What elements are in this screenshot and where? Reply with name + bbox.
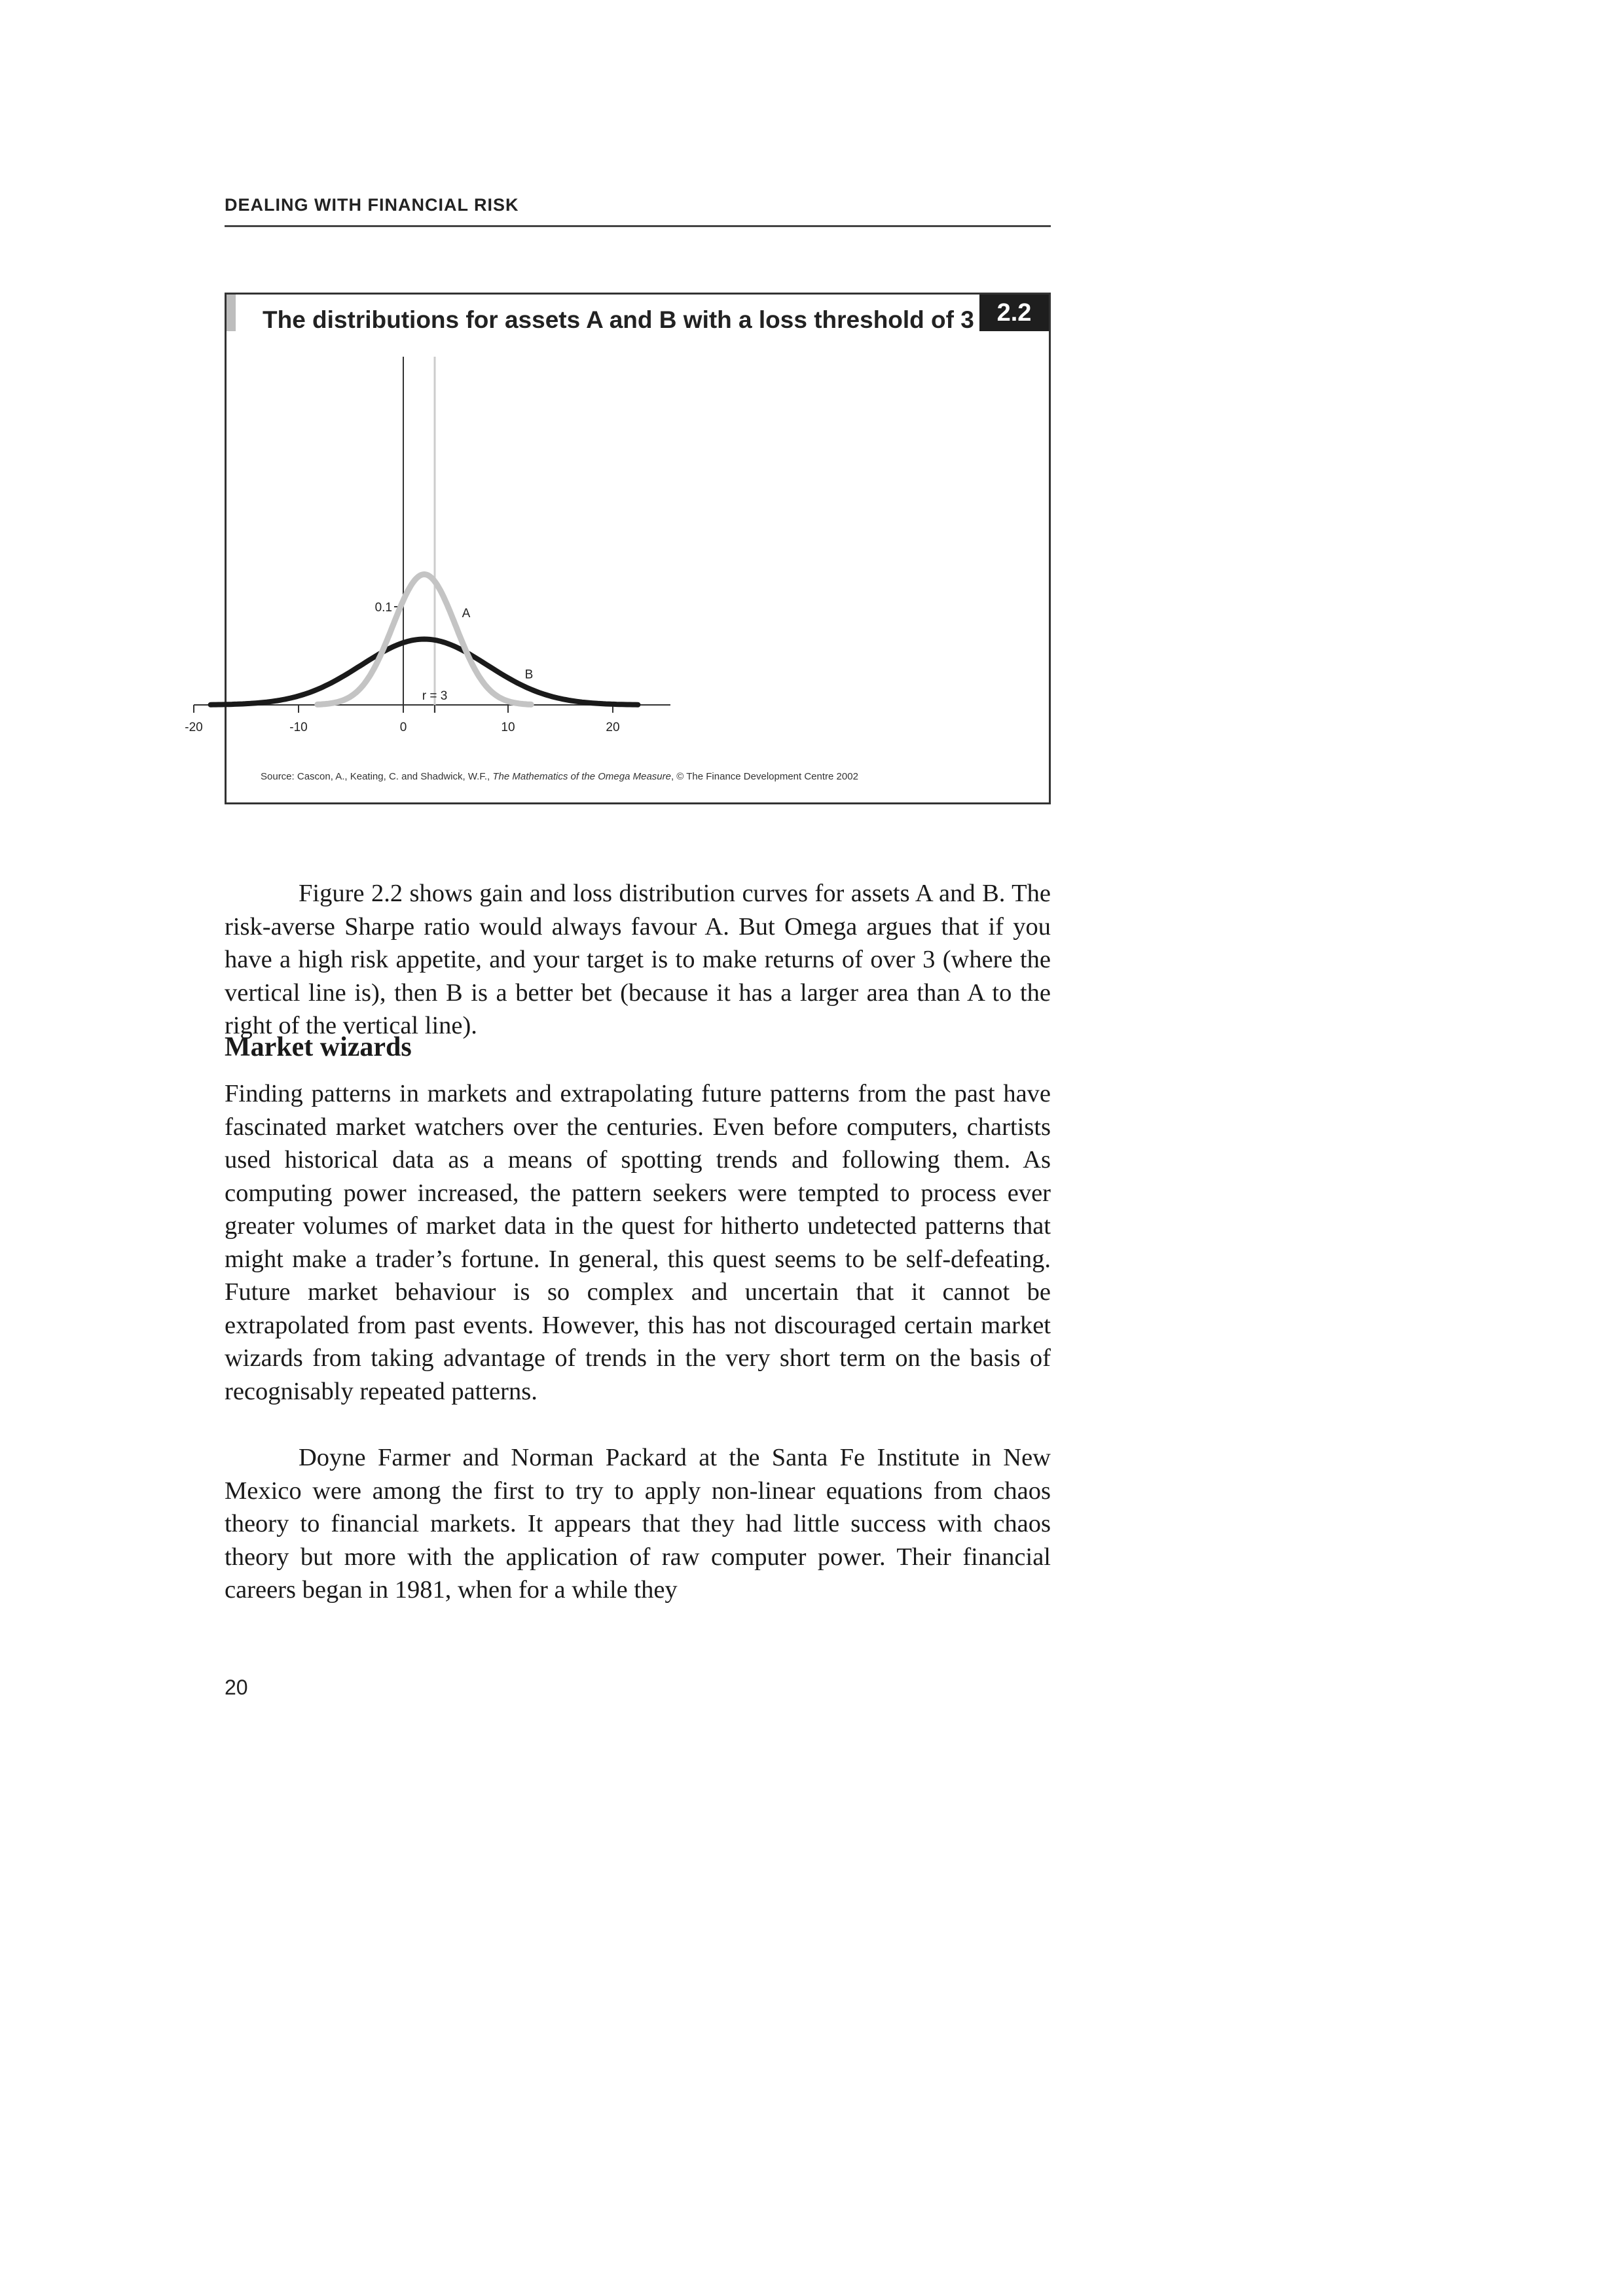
figure-2-2 — [185, 293, 1051, 804]
page-number: 20 — [225, 1676, 248, 1699]
figure-number-badge: 2.2 — [979, 295, 1049, 331]
source-prefix: Source: Cascon, A., Keating, C. and Shadwick, W.F., — [261, 771, 493, 782]
x-tick-label--20: -20 — [185, 721, 203, 734]
running-header: DEALING WITH FINANCIAL RISK — [225, 195, 519, 215]
threshold-label: r = 3 — [422, 689, 448, 703]
source-title: The Mathematics of the Omega Measure — [492, 771, 671, 782]
distribution-chart — [185, 295, 1049, 753]
x-tick-label-10: 10 — [501, 721, 515, 734]
figure-source — [261, 771, 858, 782]
section-heading-market-wizards: Market wizards — [225, 1032, 412, 1062]
paragraph-farmer-packard: Doyne Farmer and Norman Packard at the Santa Fe Institute in New Mexico were among the first to try to apply non-linear equations from chaos theory to financial markets. It appears that they had little success with chaos theory but more with the application of raw computer power. Their financial careers began in 1981, when for a while they — [225, 1444, 1051, 1604]
x-tick-label--10: -10 — [289, 721, 308, 734]
x-tick-label-20: 20 — [606, 721, 620, 734]
x-tick-label-0: 0 — [399, 721, 407, 734]
label-curve-b: B — [524, 668, 534, 682]
paragraph-market-wizards: Finding patterns in markets and extrapolating future patterns from the past have fascinated market watchers over the centuries. Even before computers, chartists used historical data as a means of spotting trends and following them. As computing power increased, the pattern seekers were tempted to process ever greater volumes of market data in the quest for hitherto undetected patterns that might make a trader’s fortune. In general, this quest seems to be self-defeating. Future market behaviour is so complex and uncertain that it cannot be extrapolated from past events. However, this has not discouraged certain market wizards from taking advantage of trends in the very short term on the basis of recognisably repeated patterns. — [225, 1080, 1051, 1405]
paragraph-figure-description: Figure 2.2 shows gain and loss distribution curves for assets A and B. The risk-averse Sharpe ratio would always favour A. But Omega argues that if you have a high risk appetite, and your target is to make returns of over 3 (where the vertical line is), then B is a better bet (because it has a larger area than A to the right of the vertical line). — [225, 880, 1051, 1039]
source-suffix: , © The Finance Development Centre 2002 — [670, 771, 858, 782]
figure-title: The distributions for assets A and B with a loss threshold of 3 — [263, 306, 974, 333]
y-tick-label: 0.1 — [374, 601, 392, 615]
header-rule — [225, 225, 1051, 227]
label-curve-a: A — [462, 606, 471, 620]
